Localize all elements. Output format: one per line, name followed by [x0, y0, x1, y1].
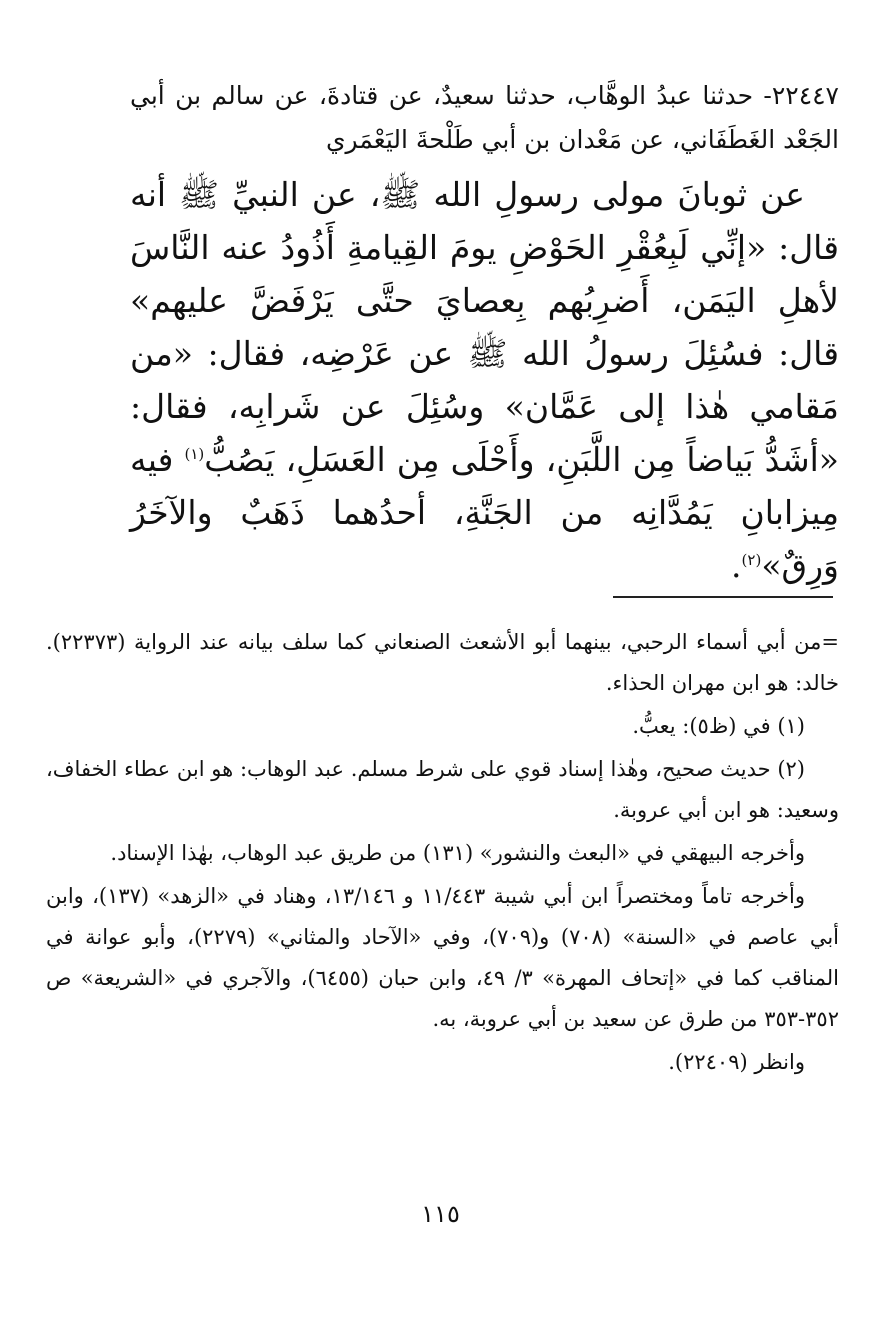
page-number: ١١٥ [421, 1200, 460, 1228]
hadith-matn [130, 168, 839, 592]
footnotes [46, 622, 839, 1085]
matn-end: . [731, 546, 742, 585]
footnote-divider [613, 596, 833, 598]
footnote-2: (٢) حديث صحيح، وهٰذا إسناد قوي على شرط مسلم. عبد الوهاب: هو ابن عطاء الخفاف، وسعيد: هو ابن أبي عروبة. [46, 757, 839, 822]
footnote-2-takhrij-1: وأخرجه البيهقي في «البعث والنشور» (١٣١) من طريق عبد الوهاب، بهٰذا الإسناد. [110, 841, 805, 865]
footnote-ref-1[interactable]: (١) [184, 445, 205, 463]
hadith-block [130, 74, 839, 592]
isnad-text: حدثنا عبدُ الوهَّاب، حدثنا سعيدٌ، عن قتادةَ، عن سالم بن أبي الجَعْد الغَطَفَاني، عن مَعْدان بن أبي طَلْحةَ اليَعْمَري [130, 81, 839, 154]
hadith-number: ٢٢٤٤٧- [763, 81, 839, 110]
footnote-1: (١) في (ظ٥): يعبُّ. [632, 714, 805, 738]
footnote-2-see-also: وانظر (٢٢٤٠٩). [668, 1050, 805, 1074]
footnote-ref-2[interactable]: (٢) [741, 551, 762, 569]
footnote-continued: =من أبي أسماء الرحبي، بينهما أبو الأشعث الصنعاني كما سلف بيانه عند الرواية (٢٢٣٧٣). خالد: هو ابن مهران الحذاء. [46, 630, 839, 695]
matn-text: عن ثوبانَ مولى رسولِ الله ﷺ، عن النبيِّ ﷺ أنه قال: «إنِّي لَبِعُقْرِ الحَوْضِ يومَ القِيامةِ أَذُودُ عنه النَّاسَ لأهلِ اليَمَن، أَضرِبُهم بِعصايَ حتَّى يَرْفَضَّ عليهم» قال: فسُئِلَ رسولُ الله ﷺ عن عَرْضِه، فقال: «من مَقامي هٰذا إلى عَمَّان» وسُئِلَ عن شَرابِه، فقال: «أشَدُّ بَياضاً مِن اللَّبَنِ، وأَحْلَى مِن العَسَلِ، يَصُبُّ [130, 175, 839, 479]
footnote-2-takhrij-2: وأخرجه تاماً ومختصراً ابن أبي شيبة ١١/٤٤٣ و ١٣/١٤٦، وهناد في «الزهد» (١٣٧)، وابن أبي عاصم في «السنة» (٧٠٨) و(٧٠٩)، وفي «الآحاد والمثاني» (٢٢٧٩)، وأبو عوانة في المناقب كما في «إتحاف المهرة» ٣/ ٤٩، وابن حبان (٦٤٥٥)، والآجري في «الشريعة» ص ٣٥٢-٣٥٣ من طرق عن سعيد بن أبي عروبة، به. [46, 884, 839, 1031]
hadith-isnad [130, 74, 839, 162]
matn-text-2: فيه مِيزابانِ يَمُدَّانِه من الجَنَّةِ، أحدُهما ذَهَبٌ والآخَرُ وَرِقٌ» [130, 440, 839, 585]
